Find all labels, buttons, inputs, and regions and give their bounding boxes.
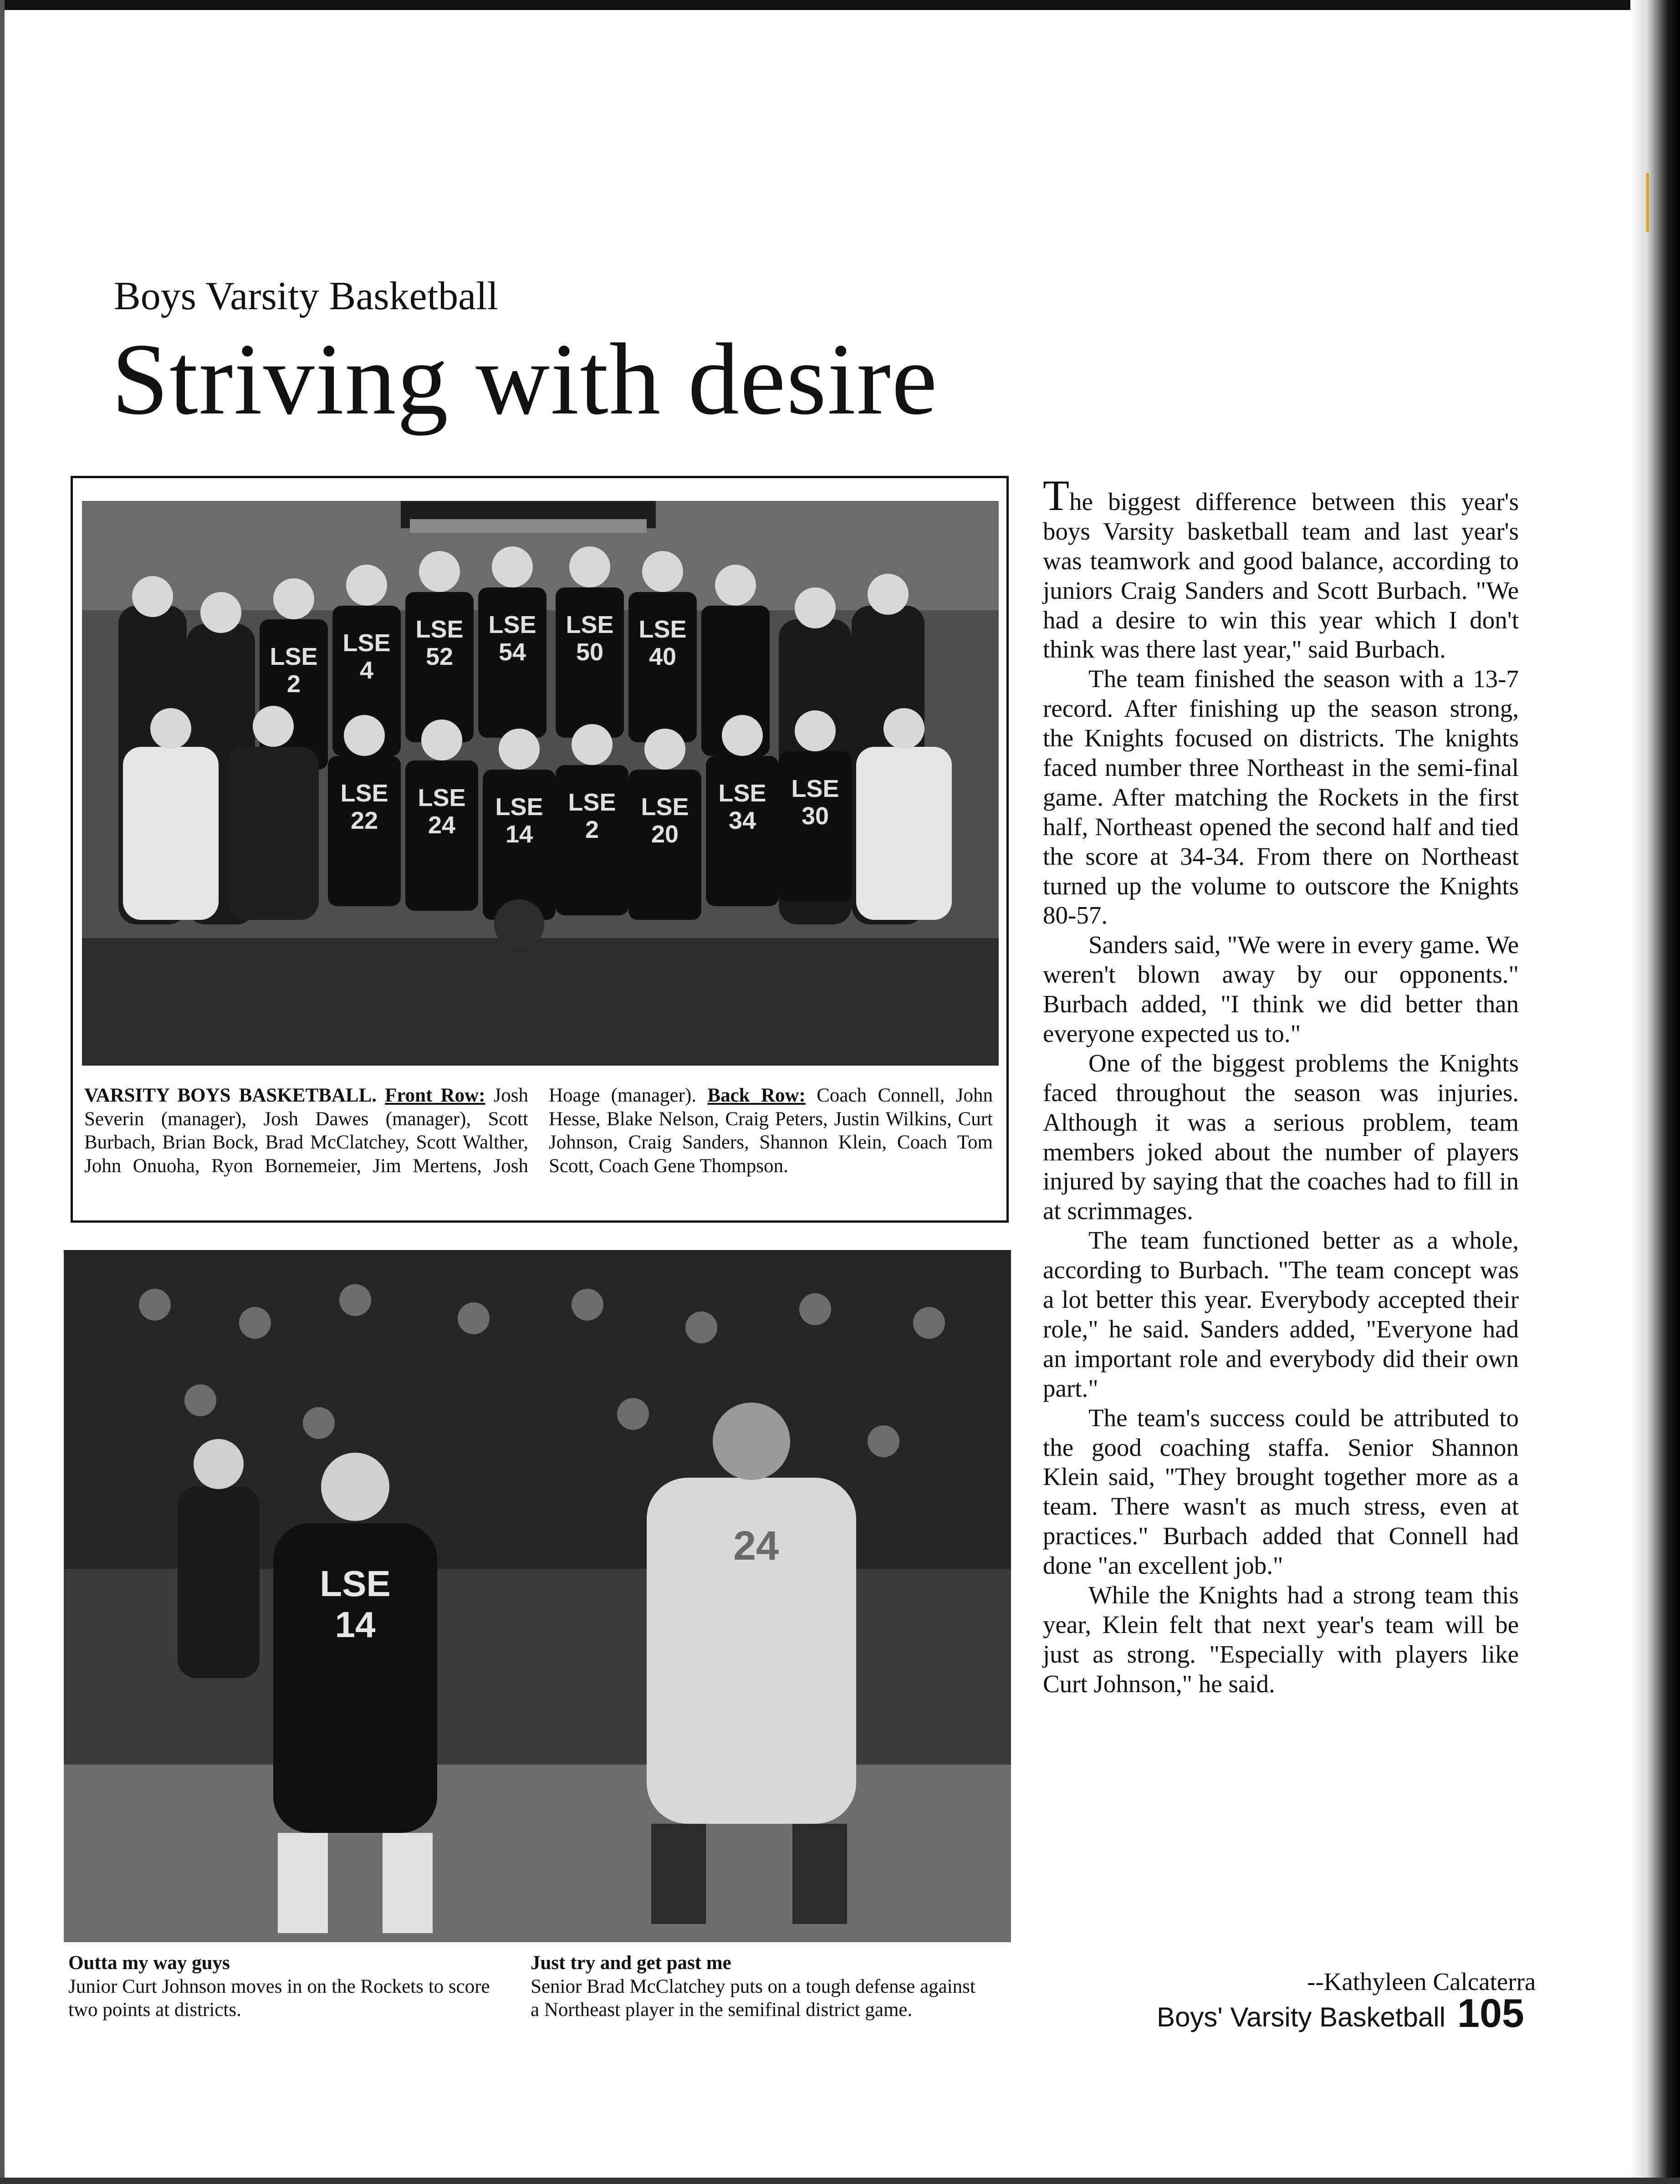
team-jersey-number: 54 xyxy=(498,638,526,666)
bottom-page-edge xyxy=(0,2178,1680,2184)
front-row-names: Josh Severin (manager), Josh Dawes (manager), Scott Burbach, Brian Bock, Brad McClatchey, Scott Walther, John Onuoha, Ryon Bornemeier, Jim Mertens, Josh Hoage (manager). xyxy=(84,1085,697,1177)
team-jersey-number: 2 xyxy=(286,670,301,698)
article-paragraph: While the Knights had a strong team this year, Klein felt that next year's team will be just as strong. "Especially with players like Curt Johnson," he said. xyxy=(1043,1581,1519,1698)
caption-title: Just try and get past me xyxy=(531,1952,731,1974)
caption-text: Junior Curt Johnson moves in on the Rockets to score two points at districts. xyxy=(68,1975,490,2021)
team-jersey-label: LSE xyxy=(718,780,766,807)
action-jersey-label: LSE xyxy=(320,1563,391,1604)
team-jersey-number: 14 xyxy=(505,821,533,848)
section-title: Boys Varsity Basketball xyxy=(114,274,499,318)
team-jersey-label: LSE xyxy=(342,629,391,657)
team-jersey-number: 50 xyxy=(576,638,604,666)
caption-text: Senior Brad McClatchey puts on a tough defense against a Northeast player in the semifinal district game. xyxy=(531,1975,975,2021)
binding-shadow xyxy=(1630,0,1680,2184)
article-paragraph: One of the biggest problems the Knights faced throughout the season was injuries. Although it was a serious problem, team members joked about the number of players injured by saying that the coaches had to fill in at scrimmages. xyxy=(1043,1049,1519,1225)
team-jersey-number: 30 xyxy=(801,802,829,830)
action-jersey-number: 24 xyxy=(733,1523,779,1569)
team-jersey-label: LSE xyxy=(566,611,614,638)
team-jersey-label: LSE xyxy=(638,616,687,643)
page-number: 105 xyxy=(1457,1990,1524,2036)
team-jersey-label: LSE xyxy=(340,780,388,807)
team-jersey-label: LSE xyxy=(568,789,616,816)
team-jersey-label: LSE xyxy=(791,775,839,802)
team-jersey-number: 20 xyxy=(651,821,679,848)
action-caption-left xyxy=(68,1951,524,2022)
top-page-edge xyxy=(0,0,1680,10)
action-photo xyxy=(64,1250,1011,1942)
binding-mark xyxy=(1646,173,1649,232)
byline: --Kathyleen Calcaterra xyxy=(1307,1968,1536,1995)
team-jersey-number: 52 xyxy=(425,643,454,670)
headline: Striving with desire xyxy=(112,322,938,436)
team-photo-caption xyxy=(84,1084,993,1214)
article-paragraph xyxy=(1043,471,1519,664)
action-jersey-number: 14 xyxy=(335,1604,376,1645)
article-body xyxy=(1043,471,1519,1699)
front-row-label: Front Row: xyxy=(385,1085,485,1106)
team-photo xyxy=(82,501,999,1066)
article-paragraph: The team finished the season with a 13-7 record. After finishing up the season strong, the Knights focused on districts. The knights faced number three Northeast in the semi-final game. After matching the Rockets in the first half, Northeast opened the second half and tied the score at 34-34. From there on Northeast turned up the volume to outscore the Knights 80-57. xyxy=(1043,665,1519,929)
back-row-names: Coach Connell, John Hesse, Blake Nelson, Craig Peters, Justin Wilkins, Curt Johnson, Craig Sanders, Shannon Klein, Coach Tom Scott, Coach Gene Thompson. xyxy=(549,1085,993,1177)
team-jersey-label: LSE xyxy=(488,611,536,638)
team-jersey-number: 4 xyxy=(359,657,374,684)
team-jersey-label: LSE xyxy=(495,793,543,821)
action-caption-right xyxy=(531,1951,986,2022)
back-row-label: Back Row: xyxy=(707,1085,806,1106)
drop-cap: T xyxy=(1043,471,1070,520)
team-jersey-number: 2 xyxy=(585,816,599,843)
article-paragraph: Sanders said, "We were in every game. We weren't blown away by our opponents." Burbach added, "I think we did better than everyone expected us to." xyxy=(1043,931,1519,1048)
team-caption-lead: VARSITY BOYS BASKETBALL. xyxy=(84,1085,377,1106)
left-page-edge xyxy=(0,0,5,2184)
team-jersey-label: LSE xyxy=(270,643,318,670)
team-jersey-label: LSE xyxy=(641,793,689,821)
article-paragraph: The team's success could be attributed to the good coaching staffa. Senior Shannon Klein said, "They brought together more as a team. There wasn't as much stress, even at practices." Burbach added that Connell had done "an excellent job." xyxy=(1043,1403,1519,1580)
article-paragraph-text: he biggest difference between this year's boys Varsity basketball team and last year's was teamwork and good balance, according to juniors Craig Sanders and Scott Burbach. "We had a desire to win this year which I don't think was there last year," said Burbach. xyxy=(1043,488,1519,663)
article-paragraph: The team functioned better as a whole, according to Burbach. "The team concept was a lot better this year. Everybody accepted their role," he said. Sanders added, "Everyone had an important role and everybody did their own part." xyxy=(1043,1226,1519,1402)
team-jersey-label: LSE xyxy=(418,784,466,811)
team-jersey-number: 24 xyxy=(428,811,456,839)
team-jersey-number: 22 xyxy=(350,807,378,834)
team-jersey-label: LSE xyxy=(415,616,464,643)
footer-section-label: Boys' Varsity Basketball xyxy=(1157,2002,1445,2032)
team-jersey-number: 40 xyxy=(649,643,677,670)
team-jersey-number: 34 xyxy=(728,807,756,834)
caption-title: Outta my way guys xyxy=(68,1952,230,1974)
